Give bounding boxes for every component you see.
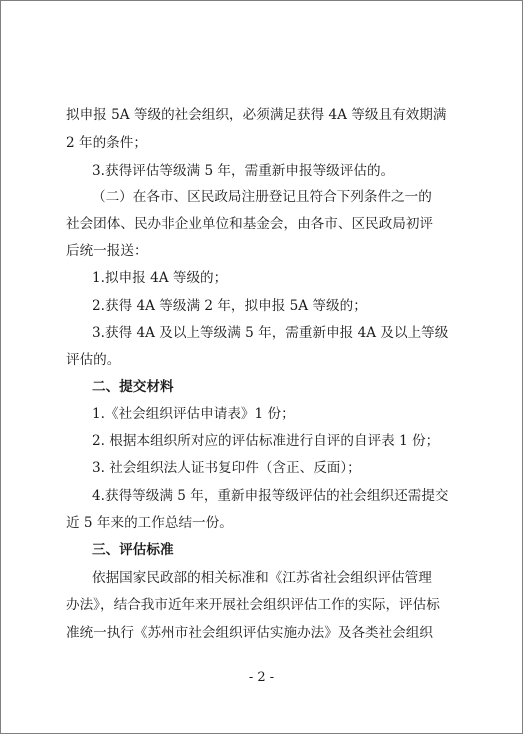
paragraph-line: 后统一报送：	[66, 243, 148, 259]
list-item: 1.拟申报 4A 等级的；	[92, 270, 228, 286]
list-item: 2. 根据本组织所对应的评估标准进行自评的自评表 1 份；	[92, 433, 440, 449]
list-item: 1.《社会组织评估申请表》1 份；	[92, 406, 295, 422]
paragraph-line: 准统一执行《苏州市社会组织评估实施办法》及各类社会组织	[66, 625, 434, 641]
paragraph-line: 2 年的条件；	[66, 135, 147, 151]
list-item: 3.获得 4A 及以上等级满 5 年，需重新申报 4A 及以上等级	[92, 325, 449, 341]
paragraph-line: （二）在各市、区民政局注册登记且符合下列条件之一的	[92, 189, 432, 205]
paragraph-line: 拟申报 5A 等级的社会组织，必须满足获得 4A 等级且有效期满	[66, 107, 447, 123]
list-item: 4.获得等级满 5 年，重新申报等级评估的社会组织还需提交	[92, 488, 449, 504]
paragraph-line: 依据国家民政部的相关标准和《江苏省社会组织评估管理	[92, 570, 432, 586]
paragraph-line: 3.获得评估等级满 5 年，需重新申报等级评估的。	[92, 163, 395, 179]
paragraph-line: 评估的。	[66, 352, 121, 368]
section-heading: 三、评估标准	[92, 542, 174, 558]
paragraph-line: 办法》，结合我市近年来开展社会组织评估工作的实际，评估标	[66, 597, 440, 613]
paragraph-line: 社会团体、民办非企业单位和基金会，由各市、区民政局初评	[66, 216, 434, 232]
list-item: 3. 社会组织法人证书复印件（含正、反面）；	[92, 460, 361, 476]
page-number: - 2 -	[248, 670, 275, 685]
list-item: 2.获得 4A 等级满 2 年，拟申报 5A 等级的；	[92, 298, 367, 314]
section-heading: 二、提交材料	[92, 379, 174, 395]
paragraph-line: 近 5 年来的工作总结一份。	[66, 515, 233, 531]
